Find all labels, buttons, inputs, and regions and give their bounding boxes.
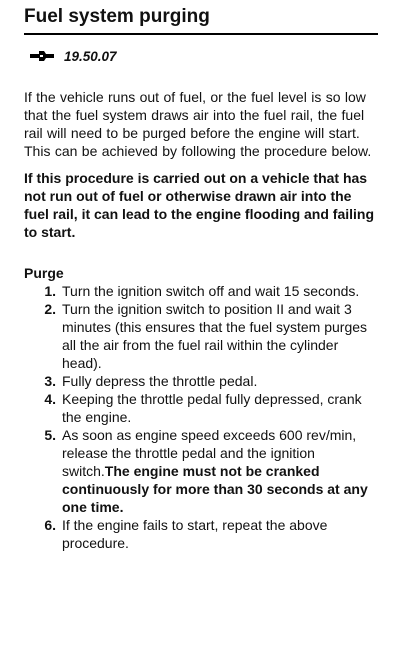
list-item	[24, 282, 378, 300]
reference-row	[24, 46, 378, 66]
step-number: 4.	[44, 391, 56, 407]
step-text: Turn the ignition switch off and wait 15 seconds.	[62, 283, 360, 299]
step-text: Turn the ignition switch to position II and wait 3 minutes (this ensures that the fuel system purges all the air from the fuel rail within the cylinder head).	[62, 301, 368, 371]
purge-heading: Purge	[24, 265, 64, 281]
intro-paragraph: If the vehicle runs out of fuel, or the fuel level is so low that the fuel system draws air into the fuel rail, the fuel rail will need to be purged before the engine will start. This can be achieved by following the procedure below.	[24, 89, 372, 159]
purge-steps-list	[24, 282, 378, 552]
warning-paragraph: If this procedure is carried out on a vehicle that has not run out of fuel or otherwise drawn air into the fuel rail, it can lead to the engine flooding and failing to start.	[24, 170, 375, 240]
step-number: 5.	[44, 427, 56, 443]
step-number: 3.	[44, 373, 56, 389]
step-text: Keeping the throttle pedal fully depressed, crank the engine.	[62, 391, 362, 425]
step-number: 1.	[44, 283, 56, 299]
step-text: If the engine fails to start, repeat the above procedure.	[62, 517, 328, 551]
step-number: 2.	[44, 301, 56, 317]
list-item	[24, 516, 378, 552]
step-number: 6.	[44, 517, 56, 533]
list-item	[24, 426, 378, 516]
list-item	[24, 300, 378, 372]
reference-code: 19.50.07	[64, 48, 117, 64]
step-warning-text: The engine must not be cranked continuously for more than 30 seconds at any one time.	[62, 463, 368, 515]
step-text-container	[62, 426, 374, 516]
step-text: As soon as engine speed exceeds 600 rev/min, release the throttle pedal and the ignition switch.	[62, 427, 357, 479]
wrench-icon	[30, 51, 54, 61]
page-title: Fuel system purging	[24, 6, 378, 35]
list-item	[24, 372, 378, 390]
step-text: Fully depress the throttle pedal.	[62, 373, 258, 389]
document-page	[24, 6, 378, 552]
list-item	[24, 390, 378, 426]
